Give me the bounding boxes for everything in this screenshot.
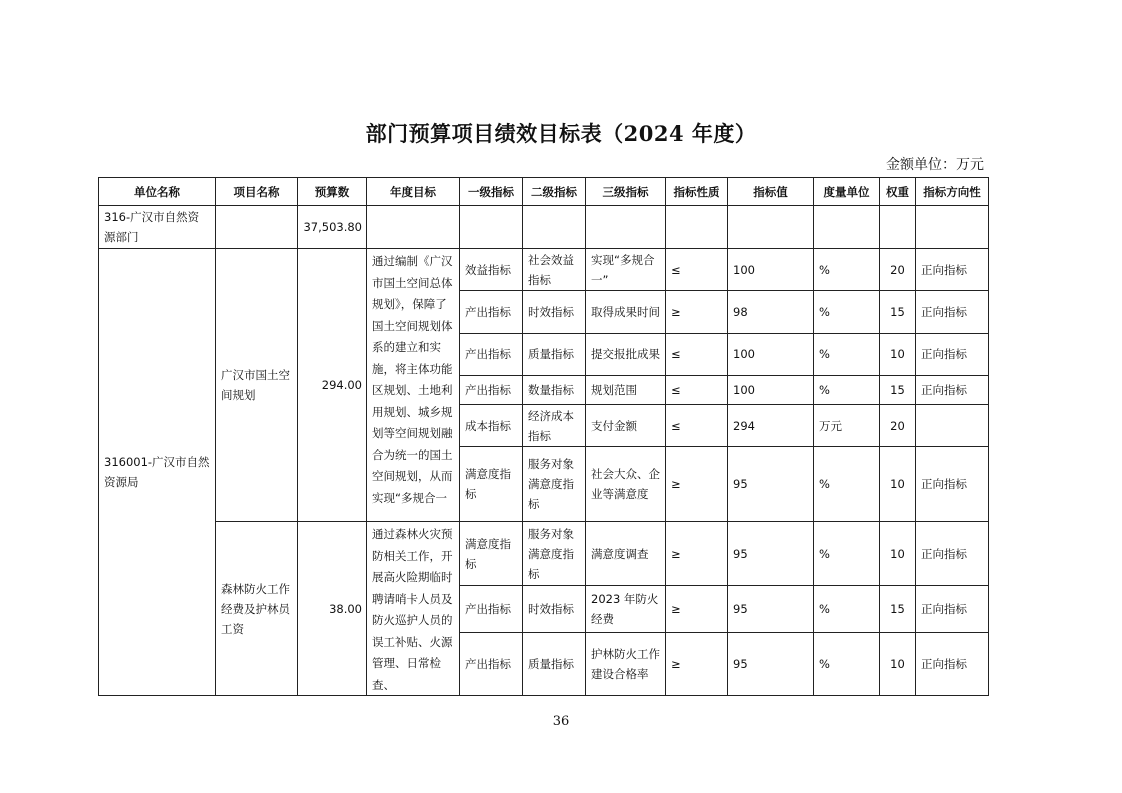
page-number: 36 <box>552 714 570 729</box>
header-direction: 指标方向性 <box>916 178 989 206</box>
indicator-l3: 2023 年防火经费 <box>586 586 666 633</box>
project-goal: 通过编制《广汉市国土空间总体规划》，保障了国土空间规划体系的建立和实施，将主体功能区规划、土地利用规划、城乡规划等空间规划融合为统一的国土空间规划，从而实现“多规合一 <box>367 249 460 522</box>
indicator-nature: ≥ <box>666 291 728 333</box>
table-header-row <box>99 178 989 206</box>
indicator-l2: 时效指标 <box>523 291 586 333</box>
indicator-direction: 正向指标 <box>916 375 989 404</box>
indicator-value: 95 <box>728 586 814 633</box>
dept-budget: 37,503.80 <box>298 206 367 249</box>
header-weight: 权重 <box>880 178 916 206</box>
dept-row <box>99 206 989 249</box>
indicator-l1: 满意度指标 <box>460 447 523 522</box>
indicator-value: 294 <box>728 405 814 447</box>
indicator-l2: 服务对象满意度指标 <box>523 522 586 586</box>
performance-target-table <box>98 177 989 696</box>
indicator-value: 95 <box>728 522 814 586</box>
project-budget: 38.00 <box>298 522 367 696</box>
indicator-l1: 产出指标 <box>460 291 523 333</box>
indicator-l2: 质量指标 <box>523 333 586 375</box>
header-nature: 指标性质 <box>666 178 728 206</box>
indicator-direction: 正向指标 <box>916 333 989 375</box>
indicator-nature: ≤ <box>666 333 728 375</box>
indicator-nature: ≤ <box>666 405 728 447</box>
indicator-l3: 支付金额 <box>586 405 666 447</box>
indicator-l1: 产出指标 <box>460 375 523 404</box>
indicator-l3: 护林防火工作建设合格率 <box>586 633 666 696</box>
indicator-weight: 10 <box>880 522 916 586</box>
indicator-direction <box>916 405 989 447</box>
indicator-value: 98 <box>728 291 814 333</box>
indicator-measure: 万元 <box>814 405 880 447</box>
indicator-measure: % <box>814 522 880 586</box>
indicator-direction: 正向指标 <box>916 586 989 633</box>
indicator-nature: ≥ <box>666 522 728 586</box>
indicator-l1: 产出指标 <box>460 633 523 696</box>
indicator-l1: 成本指标 <box>460 405 523 447</box>
indicator-direction: 正向指标 <box>916 291 989 333</box>
indicator-l1: 满意度指标 <box>460 522 523 586</box>
project-name: 广汉市国土空间规划 <box>216 249 298 522</box>
indicator-direction: 正向指标 <box>916 447 989 522</box>
indicator-direction: 正向指标 <box>916 522 989 586</box>
header-unit-name: 单位名称 <box>99 178 216 206</box>
project-goal: 通过森林火灾预防相关工作，开展高火险期临时聘请哨卡人员及防火巡护人员的误工补贴、火源管理、日常检查、 <box>367 522 460 696</box>
table-row <box>99 522 989 586</box>
indicator-l2: 数量指标 <box>523 375 586 404</box>
indicator-value: 100 <box>728 375 814 404</box>
indicator-weight: 20 <box>880 249 916 291</box>
header-annual-goal: 年度目标 <box>367 178 460 206</box>
table-row <box>99 249 989 291</box>
indicator-l2: 社会效益指标 <box>523 249 586 291</box>
indicator-l1: 产出指标 <box>460 586 523 633</box>
project-budget: 294.00 <box>298 249 367 522</box>
indicator-nature: ≤ <box>666 375 728 404</box>
indicator-l1: 效益指标 <box>460 249 523 291</box>
indicator-weight: 10 <box>880 633 916 696</box>
indicator-measure: % <box>814 249 880 291</box>
dept-unit-name: 316-广汉市自然资源部门 <box>99 206 216 249</box>
indicator-value: 95 <box>728 447 814 522</box>
indicator-measure: % <box>814 447 880 522</box>
indicator-value: 100 <box>728 249 814 291</box>
header-measure-unit: 度量单位 <box>814 178 880 206</box>
header-budget: 预算数 <box>298 178 367 206</box>
indicator-direction: 正向指标 <box>916 249 989 291</box>
indicator-measure: % <box>814 633 880 696</box>
indicator-l2: 质量指标 <box>523 633 586 696</box>
indicator-l2: 服务对象满意度指标 <box>523 447 586 522</box>
indicator-nature: ≥ <box>666 633 728 696</box>
amount-unit-note: 金额单位：万元 <box>886 157 984 173</box>
indicator-l2: 时效指标 <box>523 586 586 633</box>
indicator-nature: ≥ <box>666 447 728 522</box>
agency-name: 316001-广汉市自然资源局 <box>99 249 216 696</box>
indicator-weight: 15 <box>880 586 916 633</box>
indicator-value: 100 <box>728 333 814 375</box>
indicator-l3: 社会大众、企业等满意度 <box>586 447 666 522</box>
indicator-weight: 20 <box>880 405 916 447</box>
indicator-l3: 实现“多规合一” <box>586 249 666 291</box>
header-level2: 二级指标 <box>523 178 586 206</box>
indicator-l3: 规划范围 <box>586 375 666 404</box>
indicator-l2: 经济成本指标 <box>523 405 586 447</box>
indicator-nature: ≤ <box>666 249 728 291</box>
header-level3: 三级指标 <box>586 178 666 206</box>
indicator-nature: ≥ <box>666 586 728 633</box>
page-title: 部门预算项目绩效目标表（2024 年度） <box>365 121 757 146</box>
indicator-measure: % <box>814 375 880 404</box>
indicator-l3: 满意度调查 <box>586 522 666 586</box>
indicator-weight: 10 <box>880 333 916 375</box>
indicator-weight: 15 <box>880 291 916 333</box>
indicator-measure: % <box>814 333 880 375</box>
indicator-measure: % <box>814 291 880 333</box>
indicator-weight: 10 <box>880 447 916 522</box>
indicator-weight: 15 <box>880 375 916 404</box>
indicator-value: 95 <box>728 633 814 696</box>
header-level1: 一级指标 <box>460 178 523 206</box>
header-value: 指标值 <box>728 178 814 206</box>
indicator-direction: 正向指标 <box>916 633 989 696</box>
indicator-l3: 取得成果时间 <box>586 291 666 333</box>
indicator-l1: 产出指标 <box>460 333 523 375</box>
project-name: 森林防火工作经费及护林员工资 <box>216 522 298 696</box>
header-project-name: 项目名称 <box>216 178 298 206</box>
indicator-measure: % <box>814 586 880 633</box>
indicator-l3: 提交报批成果 <box>586 333 666 375</box>
